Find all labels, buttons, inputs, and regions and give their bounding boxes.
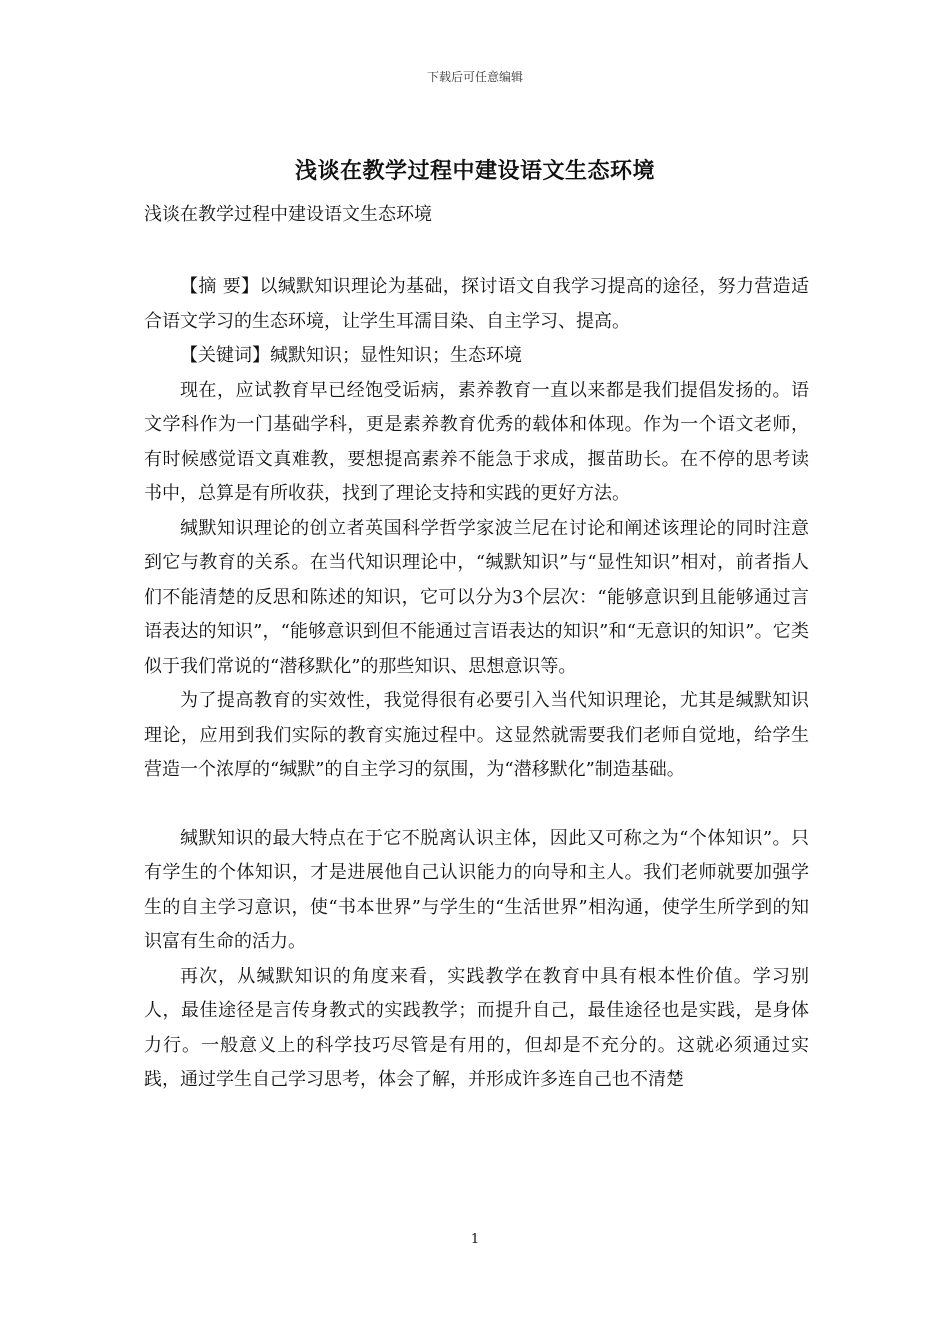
document-title: 浅谈在教学过程中建设语文生态环境	[294, 158, 655, 184]
abstract-paragraph: 【摘 要】以缄默知识理论为基础，探讨语文自我学习提高的途径，努力营造适合语文学习的生态环境，让学生耳濡目染、自主学习、提高。	[144, 276, 809, 332]
body-paragraph: 为了提高教育的实效性，我觉得很有必要引入当代知识理论，尤其是缄默知识理论，应用到我们实际的教育实施过程中。这显然就需要我们老师自觉地，给学生营造一个浓厚的“缄默”的自主学习的氛围，为“潜移默化”制造基础。	[144, 690, 809, 780]
document-subtitle: 浅谈在教学过程中建设语文生态环境	[144, 204, 432, 225]
page-number: 1	[470, 1232, 480, 1247]
keywords-paragraph: 【关键词】缄默知识；显性知识；生态环境	[180, 345, 522, 366]
body-paragraph: 缄默知识的最大特点在于它不脱离认识主体，因此又可称之为“个体知识”。只有学生的个体知识，才是进展他自己认识能力的向导和主人。我们老师就要加强学生的自主学习意识，使“书本世界”与学生的“生活世界”相沟通，使学生所学到的知识富有生命的活力。	[144, 827, 809, 952]
body-paragraph: 再次，从缄默知识的角度来看，实践教学在教育中具有根本性价值。学习别人，最佳途径是言传身教式的实践教学；而提升自己，最佳途径也是实践，是身体力行。一般意义上的科学技巧尽管是有用的，但却是不充分的。这就必须通过实践，通过学生自己学习思考，体会了解，并形成许多连自己也不清楚	[144, 965, 809, 1090]
abstract-section	[144, 270, 809, 1098]
body-paragraph: 现在，应试教育早已经饱受诟病，素养教育一直以来都是我们提倡发扬的。语文学科作为一门基础学科，更是素养教育优秀的载体和体现。作为一个语文老师，有时候感觉语文真难教，要想提高素养不能急于求成，揠苗助长。在不停的思考读书中，总算是有所收获，找到了理论支持和实践的更好方法。	[144, 379, 809, 504]
header-note: 下载后可任意编辑	[426, 70, 523, 84]
body-paragraph: 缄默知识理论的创立者英国科学哲学家波兰尼在讨论和阐述该理论的同时注意到它与教育的关系。在当代知识理论中，“缄默知识”与“显性知识”相对，前者指人们不能清楚的反思和陈述的知识，它可以分为3个层次：“能够意识到且能够通过言语表达的知识”，“能够意识到但不能通过言语表达的知识”和“无意识的知识”。它类似于我们常说的“潜移默化”的那些知识、思想意识等。	[144, 517, 809, 677]
